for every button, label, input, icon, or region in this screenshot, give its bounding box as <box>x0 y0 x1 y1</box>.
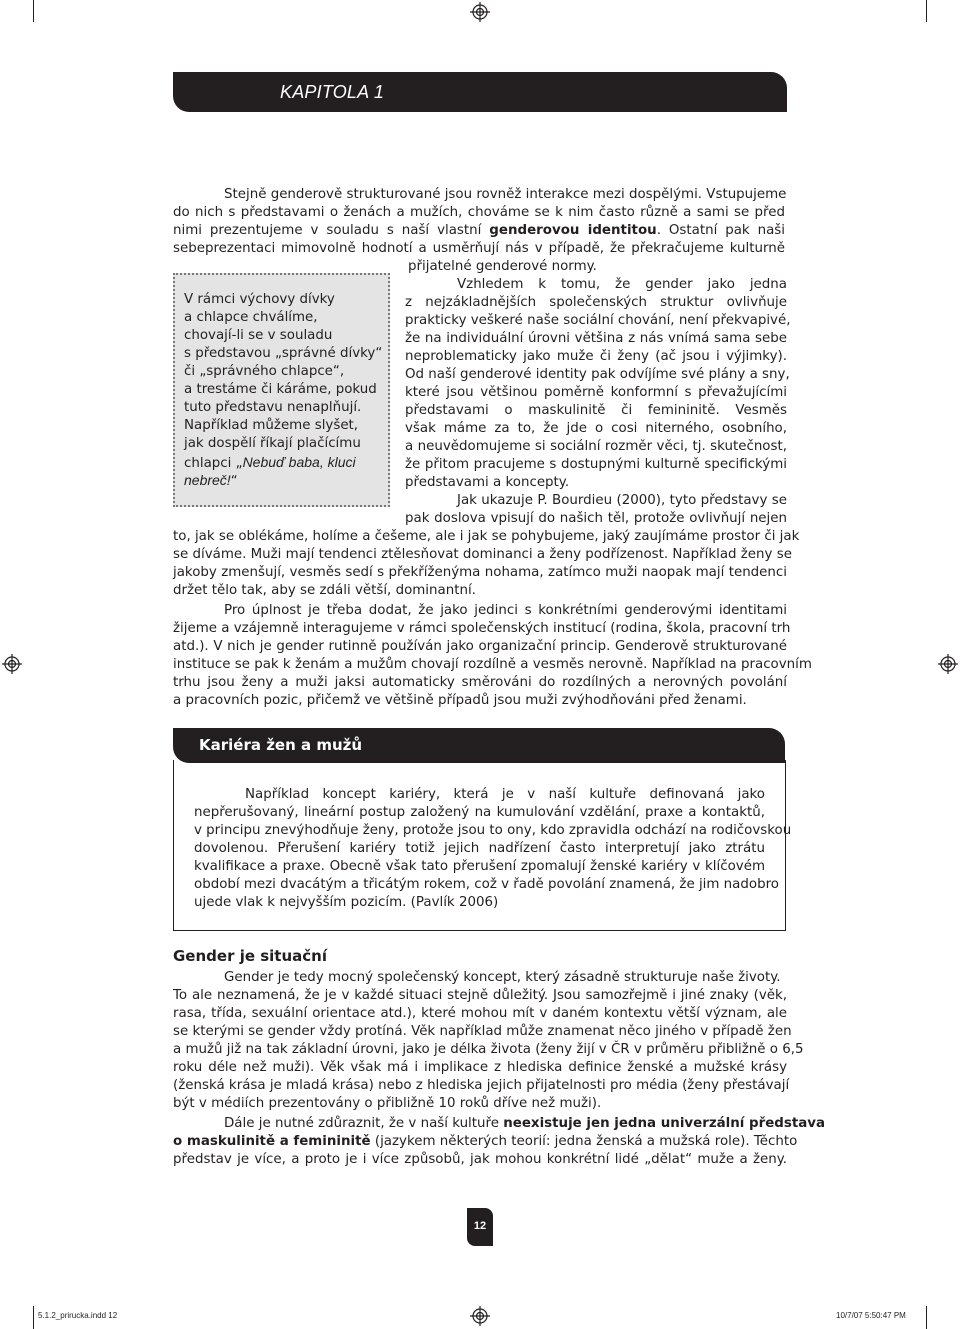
paragraph-line: držet tělo tak, aby se zdáli větší, dominantní. <box>173 583 476 598</box>
sidebar-line: s představou „správné dívky“ <box>184 346 383 361</box>
paragraph-line: instituce se pak k ženám a mužům chovají rozdílně a vesměs nerovně. Například na pracovním <box>173 657 812 672</box>
career-box-line: Například koncept kariéry, která je v naší kultuře definovaná jako <box>245 787 765 802</box>
text-run: chlapci „ <box>184 456 243 471</box>
sidebar-line: či „správného chlapce“, <box>184 364 345 379</box>
paragraph-line: však máme za to, že jde o cosi niterného, osobního, <box>405 421 787 436</box>
sidebar-line: V rámci výchovy dívky <box>184 292 335 307</box>
paragraph-line: představami a koncepty. <box>405 475 570 490</box>
paragraph-line: být v médiích prezentovány o přibližně 10 roků dříve než muži). <box>173 1096 602 1111</box>
paragraph-line <box>173 1133 798 1151</box>
sidebar-line: tuto představu nenaplňují. <box>184 400 362 415</box>
paragraph-line: že přitom pracujeme s dostupnými kulturně specifickými <box>405 457 787 472</box>
paragraph-line: roku déle než muži). Věk však má i implikace z hlediska definice ženské a mužské krásy <box>173 1060 787 1075</box>
sidebar-line: Například můžeme slyšet, <box>184 418 359 433</box>
crop-mark-bottom-left <box>33 1306 34 1329</box>
paragraph-line: atd.). V nich je gender rutinně používán jako organizační princip. Genderově strukturované <box>173 639 787 654</box>
registration-mark-top-icon <box>470 2 490 22</box>
section-heading: Gender je situační <box>173 947 327 965</box>
paragraph-line: Vzhledem k tomu, že gender jako jedna <box>457 277 787 292</box>
text-run: “ <box>230 474 238 489</box>
paragraph-line: neproblematicky jako muže či ženy (ač jsou i výjimky). <box>405 349 787 364</box>
paragraph-line: že na individuální úrovni většina z nás vnímá sama sebe <box>405 331 787 346</box>
crop-mark-bottom-right <box>926 1306 927 1329</box>
sidebar-line: chovají-li se v souladu <box>184 328 333 343</box>
crop-mark-top-left <box>33 0 34 22</box>
paragraph-line: Pro úplnost je třeba dodat, že jako jedinci s konkrétními genderovými identitami <box>224 603 787 618</box>
paragraph-line: (ženská krása je mladá krása) nebo z hlediska jejich přijatelnosti pro média (ženy přestávají <box>173 1078 790 1093</box>
paragraph-line: sebeprezentaci mimovolně hodnotí a usměrňují nás v případě, že překračujeme kulturně <box>173 241 785 256</box>
career-box-header <box>173 728 785 763</box>
quote-italic: nebreč! <box>184 472 231 488</box>
career-box-line: ujede vlak k nejvyšším pozicím. (Pavlík 2006) <box>194 895 499 910</box>
paragraph-line: představami o maskulinitě či femininitě. Vesměs <box>405 403 787 418</box>
emphasis-text: o maskulinitě a femininitě <box>173 1134 371 1149</box>
registration-mark-right-icon <box>938 654 958 674</box>
paragraph-line: se díváme. Muži mají tendenci ztělesňovat dominanci a ženy podřízenost. Například ženy se <box>173 547 792 562</box>
paragraph-line: rasa, třída, sexuální orientace atd.), které mohou mít v daném kontextu větší význam, ale <box>173 1006 787 1021</box>
emphasis-text: genderovou identitou <box>489 223 657 238</box>
paragraph-line: do nich s představami o ženách a mužích, chováme se k nim často různě a sami se před <box>173 205 785 220</box>
registration-mark-bottom-icon <box>470 1306 490 1326</box>
text-run: . Ostatní pak naši <box>656 223 786 238</box>
paragraph-line: a pracovních pozic, přičemž ve většině případů jsou muži zvýhodňováni před ženami. <box>173 693 747 708</box>
paragraph-line: jakoby zmenšují, vesměs sedí s překříženýma nohama, zatímco muži naopak mají tendenci <box>173 565 787 580</box>
paragraph-line <box>224 1115 826 1133</box>
paragraph-line: prakticky veškeré naše sociální chování, není překvapivé, <box>405 313 791 328</box>
footer-file-name: 5.1.2_prirucka.indd 12 <box>38 1311 118 1320</box>
career-box-line: nepřerušovaný, lineární postup založený na kumulování vzdělání, praxe a kontaktů, <box>194 805 765 820</box>
sidebar-line <box>184 471 238 491</box>
paragraph-line: To ale neznamená, že je v každé situaci stejně důležitý. Jsou samozřejmě i jiné znaky (věk, <box>173 988 787 1003</box>
sidebar-quote-box <box>173 273 390 507</box>
text-run: nimi prezentujeme v souladu s naší vlastní <box>173 223 490 238</box>
career-box-line: dovolenou. Přerušení kariéry totiž jejich nadřízení často interpretují jako ztrátu <box>194 841 765 856</box>
footer-timestamp: 10/7/07 5:50:47 PM <box>836 1311 906 1320</box>
quote-italic: Nebuď baba, kluci <box>242 454 356 470</box>
crop-mark-top-right <box>926 0 927 22</box>
paragraph-line: přijatelné genderové normy. <box>408 259 597 274</box>
paragraph-line: z nejzákladnějších společenských struktur ovlivňuje <box>405 295 787 310</box>
page-number: 12 <box>473 1220 487 1232</box>
paragraph-line: pak doslova vpisují do našich těl, protože ovlivňují nejen <box>405 511 787 526</box>
paragraph-line: Jak ukazuje P. Bourdieu (2000), tyto představy se <box>457 493 787 508</box>
paragraph-line: Gender je tedy mocný společenský koncept, který zásadně strukturuje naše životy. <box>224 970 781 985</box>
paragraph-line: které jsou většinou poměrně konformní s převažujícími <box>405 385 787 400</box>
emphasis-text: neexistuje jen jedna univerzální představa <box>503 1116 826 1131</box>
sidebar-line: a trestáme či káráme, pokud <box>184 382 377 397</box>
paragraph-line <box>173 222 785 240</box>
paragraph-line: a mužů již na tak základní úrovni, jako je délka života (ženy žijí v ČR v průměru přibližně o 6,5 <box>173 1042 804 1057</box>
sidebar-line <box>184 453 356 473</box>
paragraph-line: se kterými se gender vždy protíná. Věk například může znamenat něco jiného v případě žen <box>173 1024 792 1039</box>
paragraph-line: to, jak se oblékáme, holíme a češeme, ale i jak se pohybujeme, jaký zaujímáme prostor či jak <box>173 529 800 544</box>
paragraph-line: Od naší genderové identity pak odvíjíme své plány a sny, <box>405 367 790 382</box>
career-box-line: v principu znevýhodňuje ženy, protože jsou to ony, kdo zpravidla odchází na rodičovskou <box>194 823 792 838</box>
sidebar-line: jak dospělí říkají plačícímu <box>184 436 361 451</box>
page-number-badge <box>467 1208 493 1246</box>
sidebar-line: a chlapce chválíme, <box>184 310 318 325</box>
text-run: Dále je nutné zdůraznit, že v naší kultuře <box>224 1116 504 1131</box>
registration-mark-left-icon <box>2 654 22 674</box>
career-box-line: kvalifikace a praxe. Obecně však tato přerušení zpomalují ženské kariéry v klíčovém <box>194 859 765 874</box>
paragraph-line: představ je více, a proto je i více způsobů, jak mohou konkrétní lidé „dělat“ muže a ženy. <box>173 1152 787 1167</box>
chapter-title: KAPITOLA 1 <box>280 82 385 102</box>
career-box-line: období mezi dvacátým a třicátým rokem, což v řadě povolání znamená, že jim nadobro <box>194 877 779 892</box>
paragraph-line: Stejně genderově strukturované jsou rovněž interakce mezi dospělými. Vstupujeme <box>224 187 787 202</box>
chapter-banner <box>173 72 787 112</box>
paragraph-line: žijeme a vzájemně interagujeme v rámci společenských institucí (rodina, škola, pracovní trh <box>173 621 791 636</box>
paragraph-line: trhu jsou ženy a muži jaksi automaticky směrováni do rozdílných a nerovných povolání <box>173 675 787 690</box>
career-box-title: Kariéra žen a mužů <box>199 736 363 754</box>
text-run: (jazykem některých teorií: jedna ženská a mužská role). Těchto <box>370 1134 798 1149</box>
paragraph-line: a neuvědomujeme si sociální rozměr věci, tj. skutečnost, <box>405 439 787 454</box>
